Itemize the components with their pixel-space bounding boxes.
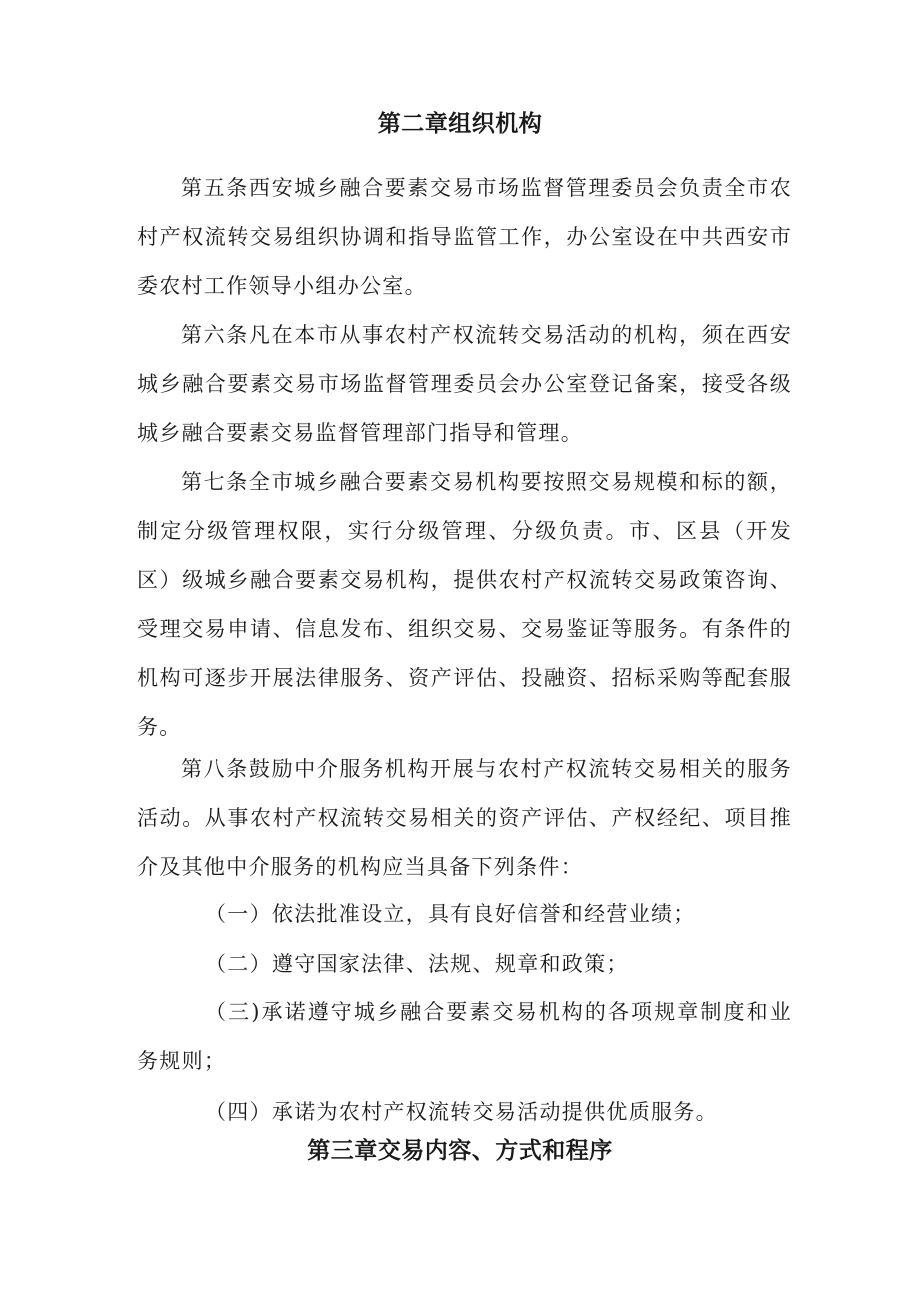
article-7: 第七条全市城乡融合要素交易机构要按照交易规模和标的额，制定分级管理权限，实行分级管理、分级负责。市、区县（开发区）级城乡融合要素交易机构，提供农村产权流转交易政策咨询、受理交易申请、信息发布、组织交易、交易鉴证等服务。有条件的机构可逐步开展法律服务、资产评估、投融资、招标采购等配套服务。 [137,470,792,739]
chapter-3-title: 第三章交易内容、方式和程序 [307,1138,613,1164]
condition-2: （二）遵守国家法律、法规、规章和政策； [205,952,629,976]
article-8: 第八条鼓励中介服务机构开展与农村产权流转交易相关的服务活动。从事农村产权流转交易相关的资产评估、产权经纪、项目推介及其他中介服务的机构应当具备下列条件： [137,757,792,879]
article-5: 第五条西安城乡融合要素交易市场监督管理委员会负责全市农村产权流转交易组织协调和指导监管工作，办公室设在中共西安市委农村工作领导小组办公室。 [137,176,792,298]
condition-4: （四）承诺为农村产权流转交易活动提供优质服务。 [205,1100,718,1124]
condition-3: （三)承诺遵守城乡融合要素交易机构的各项规章制度和业务规则； [137,1000,792,1073]
article-6: 第六条凡在本市从事农村产权流转交易活动的机构，须在西安城乡融合要素交易市场监督管理委员会办公室登记备案，接受各级城乡融合要素交易监督管理部门指导和管理。 [137,323,792,445]
chapter-2-title: 第二章组织机构 [377,111,543,137]
condition-1: （一）依法批准设立，具有良好信誉和经营业绩； [205,902,696,926]
